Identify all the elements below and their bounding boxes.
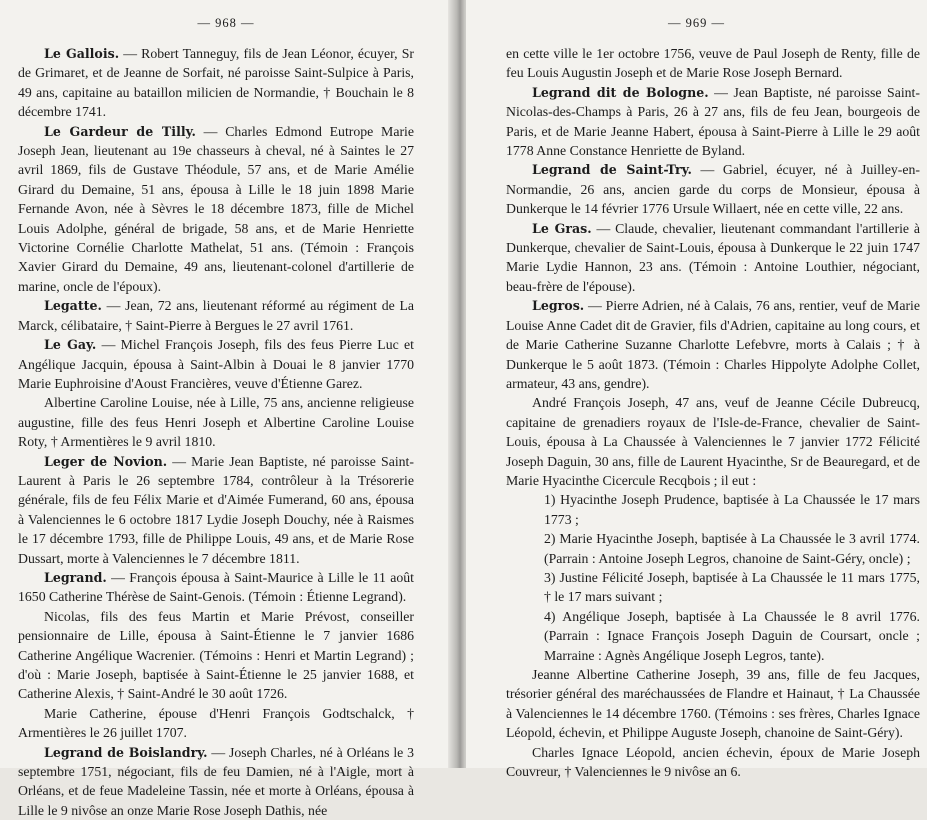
entry-legros: Legros. — Pierre Adrien, né à Calais, 76 ans, rentier, veuf de Marie Louise Anne Cadet dit de Gravier, fils d'Adrien, capitaine au long cours, et de Marie Catherine Suzanne Charlotte Lefebvre, morts à Calais ; † à Dunkerque le 5 août 1873. (Témoin : Charles Hippolyte Adolphe Collet, armateur, 43 ans, gendre).: [506, 298, 920, 391]
entry-legrand-de-boislandry: Legrand de Boislandry. — Joseph Charles, né à Orléans le 3 septembre 1751, négociant, fils de feu Damien, né à l'Aigle, mort à Orléans, et de feue Madeleine Tassin, née et morte à Orléans, épousa à Lille le 9 nivôse an onze Marie Rose Joseph Dathis, née: [18, 744, 415, 818]
entry-legrand-de-saint-try: Legrand de Saint-Try. — Gabriel, écuyer, né à Juilley-en-Normandie, 26 ans, ancien garde du corps de Monsieur, épousa à Dunkerque le 14 février 1776 Ursule Willaert, née en cette ville, 22 ans.: [506, 162, 920, 217]
page-number-right: — 969 —: [668, 16, 725, 30]
entry-legrand-nicolas: Nicolas, fils des feus Martin et Marie Prévost, conseiller pensionnaire de Lille, épousa à Saint-Étienne le 7 janvier 1686 Catherine Angélique Wacrenier. (Témoins : Henri et Martin Legrand) ; d'où : Marie Joseph, baptisée à Saint-Étienne le 25 janvier 1688, et Catherine Alexis, † Saint-André le 30 août 1726.: [18, 608, 414, 702]
list-item: 4) Angélique Joseph, baptisée à La Chaussée le 8 avril 1776. (Parrain : Ignace François Joseph Daguin de Coursart, oncle ; Marraine : Agnès Angélique Joseph Legros, tante).: [544, 608, 920, 663]
entry-leger-de-novion: Leger de Novion. — Marie Jean Baptiste, né paroisse Saint-Laurent à Paris le 26 septembre 1784, contrôleur à la Trésorerie générale, fils de feu Félix Marie et d'Aimée Fumerand, 60 ans, épousa à Valenciennes le 6 octobre 1817 Lydie Joseph Douchy, née à Raismes le 17 décembre 1793, fille de Philippe Louis, 49 ans, et de Marie Rose Dussart, morte à Valenciennes le 7 décembre 1811.: [18, 453, 414, 566]
entry-legros-jeanne: Jeanne Albertine Catherine Joseph, 39 ans, fille de feu Jacques, trésorier général des maréchaussées de Flandre et Hainaut, † La Chaussée à Valenciennes le 14 décembre 1760. (Témoins : ses frères, Charles Ignace Léopold, échevin, et Philippe Auguste Joseph, chanoine de Saint-Géry).: [506, 667, 920, 741]
page-number-left: — 968 —: [197, 16, 255, 30]
right-page-text: [506, 44, 920, 781]
list-item: 3) Justine Félicité Joseph, baptisée à La Chaussée le 11 mars 1775, † le 17 mars suivant ;: [544, 569, 920, 605]
list-item: 1) Hyacinthe Joseph Prudence, baptisée à La Chaussée le 17 mars 1773 ;: [544, 492, 920, 527]
entry-le-gras: Le Gras. — Claude, chevalier, lieutenant commandant l'artillerie à Dunkerque, chevalier de Saint-Louis, épousa à Dunkerque le 22 juin 1747 Marie Lydie Hannon, 23 ans. (Témoin : Antoine Louthier, négociant, beau-frère de l'épouse).: [506, 220, 921, 294]
left-page: [0, 0, 452, 818]
children-list: [506, 490, 920, 665]
list-item: 2) Marie Hyacinthe Joseph, baptisée à La Chaussée le 3 avril 1774. (Parrain : Antoine Joseph Legros, chanoine de Saint-Géry, oncle) ;: [544, 531, 920, 566]
entry-legrand-dit-de-bologne: Legrand dit de Bologne. — Jean Baptiste, né paroisse Saint-Nicolas-des-Champs à Paris, 26 à 27 ans, fils de feu Jean, bourgeois de Paris, et de Marie Jeanne Habert, épousa à Saint-Pierre à Lille le 29 août 1778 Anne Constance Henriette de Byland.: [506, 84, 920, 159]
entry-legatte: Legatte. — Jean, 72 ans, lieutenant réformé au régiment de La Marck, célibataire, † Saint-Pierre à Bergues le 27 avril 1761.: [18, 298, 414, 333]
right-page: [466, 0, 927, 780]
entry-le-gallois: Le Gallois. — Robert Tanneguy, fils de Jean Léonor, écuyer, Sr de Grimaret, et de Jeanne de Sorfait, né paroisse Saint-Sulpice à Paris, 49 ans, capitaine au bataillon milicien de Normandie, † Bouchain le 8 décembre 1741.: [18, 46, 414, 120]
left-page-text: [18, 44, 414, 820]
entry-continuation: en cette ville le 1er octobre 1756, veuve de Paul Joseph de Renty, fille de feu Louis Augustin Joseph et de Marie Rose Joseph Bernard.: [506, 46, 920, 81]
entry-le-gardeur-de-tilly: Le Gardeur de Tilly. — Charles Edmond Eutrope Marie Joseph Jean, lieutenant au 19e chasseurs à cheval, né à Saintes le 27 avril 1869, fils de Gustave Théodule, 57 ans, et de Marie Amélie Girard du Demaine, 51 ans, épousa à Lille le 18 juin 1898 Marie Fernande Avon, née à Sèvres le 18 décembre 1873, fille de Michel Louis Adolphe, général de brigade, 58 ans, et de Marie Henriette Victorine Cornélie Charlotte Mathelat, 51 ans. (Témoin : François Xavier Girard du Demaine, 49 ans, lieutenant-colonel d'artillerie de marine, oncle de l'époux).: [18, 123, 414, 294]
entry-le-gay-albertine: Albertine Caroline Louise, née à Lille, 75 ans, ancienne religieuse augustine, fille des feus Henri Joseph et Albertine Caroline Louise Roty, † Armentières le 9 avril 1810.: [18, 395, 414, 450]
entry-legrand-marie-catherine: Marie Catherine, épouse d'Henri François Godtschalck, † Armentières le 26 juillet 1707.: [18, 705, 414, 741]
entry-legros-charles: Charles Ignace Léopold, ancien échevin, époux de Marie Joseph Couvreur, † Valenciennes le 9 nivôse an 6.: [506, 744, 920, 780]
entry-le-gay: Le Gay. — Michel François Joseph, fils des feus Pierre Luc et Angélique Jacquin, épousa à Saint-Albin à Douai le 8 janvier 1770 Marie Euphroisine d'Aoust Francières, veuve d'Étienne Garez.: [18, 337, 414, 391]
entry-legros-andre: André François Joseph, 47 ans, veuf de Jeanne Cécile Dubreucq, capitaine de grenadiers royaux de l'Isle-de-France, chevalier de Saint-Louis, épousa à La Chaussée à Valenciennes le 7 janvier 1772 Félicité Joseph Daguin, 30 ans, fille de Laurent Hyacinthe, Sr de Beauregard, et de Marie Hyacinthe Cicercule Recqbois ; il eut :: [506, 395, 920, 488]
entry-legrand: Legrand. — François épousa à Saint-Maurice à Lille le 11 août 1650 Catherine Thérèse de Saint-Genois. (Témoin : Étienne Legrand).: [18, 569, 414, 605]
